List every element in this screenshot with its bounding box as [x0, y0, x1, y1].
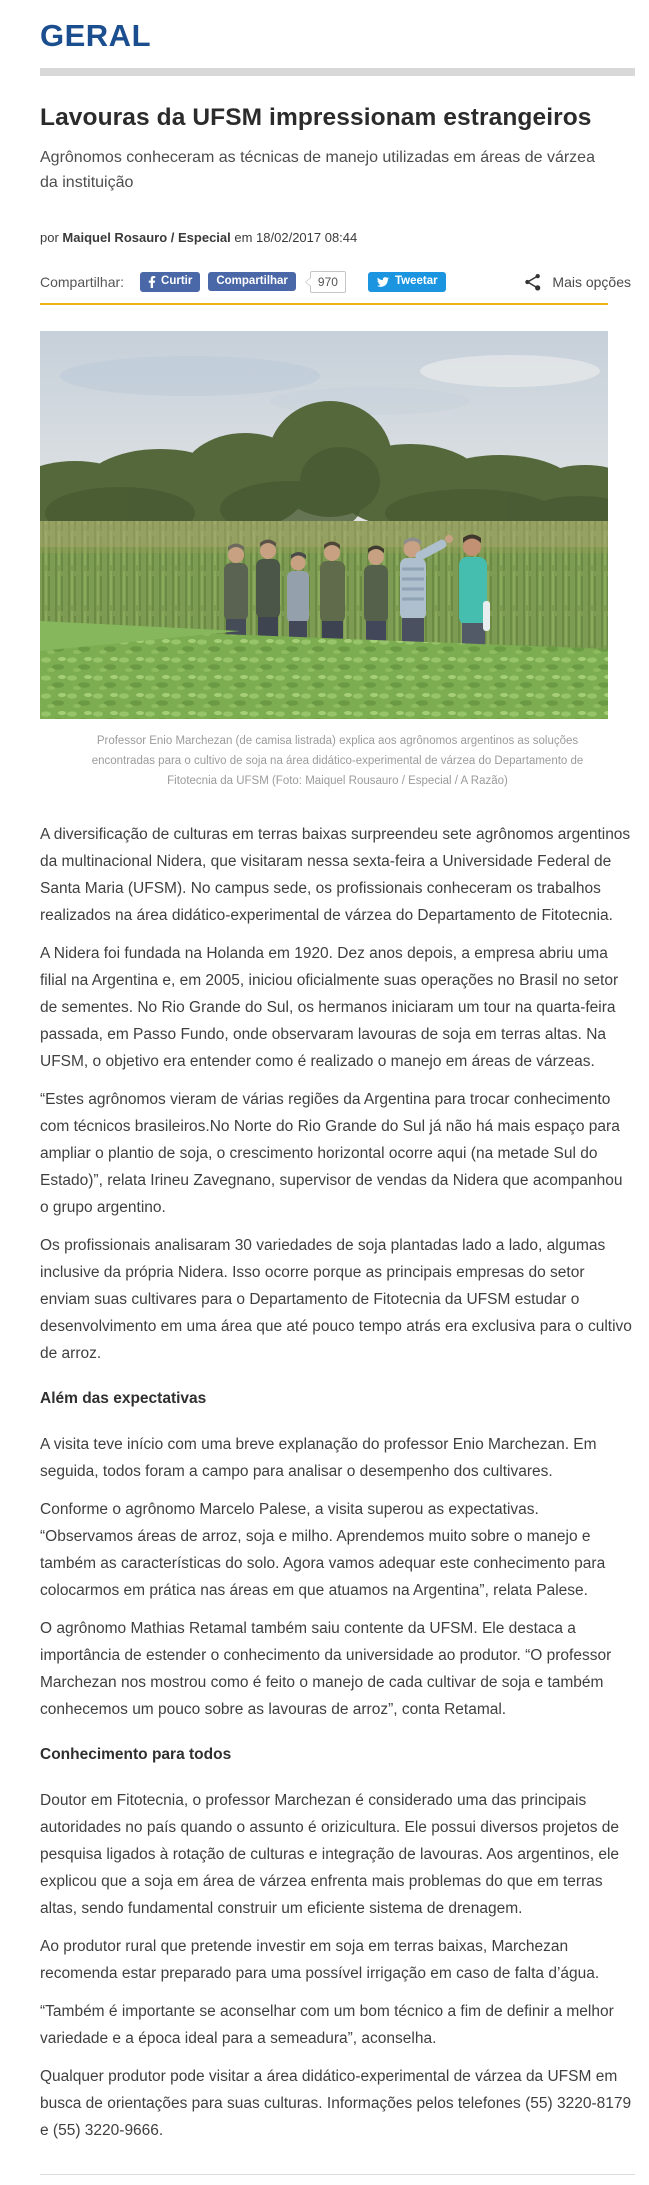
body-paragraph: Os profissionais analisaram 30 variedades de soja plantadas lado a lado, algumas inclusive da própria Nidera. Isso ocorre porque as principais empresas do setor enviam suas cultivares para o Departamento de Fitotecnia da UFSM estudar o desenvolvimento em uma área que até pouco tempo atrás era exclusiva para o cultivo de arroz. [40, 1236, 632, 1362]
share-label: Compartilhar: [40, 273, 125, 290]
body-paragraph: A visita teve início com uma breve explanação do professor Enio Marchezan. Em seguida, todos foram a campo para analisar o desempenho dos cultivares. [40, 1435, 597, 1480]
body-paragraph: “Também é importante se aconselhar com um bom técnico a fim de definir a melhor variedade e a época ideal para a semeadura”, aconselha. [40, 2002, 614, 2047]
body-paragraph: A Nidera foi fundada na Holanda em 1920. Dez anos depois, a empresa abriu uma filial na Argentina e, em 2005, iniciou oficialmente suas operações no Brasil no setor de sementes. No Rio Grande do Sul, os hermanos iniciaram um tour na quarta-feira passada, em Passo Fundo, onde observaram lavouras de soja em terras altas. Na UFSM, o objetivo era entender como é realizado o manejo em áreas de várzeas. [40, 944, 619, 1070]
article-body [40, 821, 635, 2144]
facebook-like-button[interactable] [140, 272, 200, 292]
accent-rule [40, 303, 608, 305]
tweet-button[interactable] [368, 272, 446, 292]
tweet-label: Tweetar [394, 274, 438, 287]
article-subtitle: Agrônomos conheceram as técnicas de manejo utilizadas em áreas de várzea da instituição [40, 149, 595, 191]
article-photo [40, 331, 608, 719]
page-header [40, 18, 635, 76]
more-options-label: Mais opções [552, 273, 631, 290]
share-nodes-icon [524, 273, 542, 291]
body-subheading: Além das expectativas [40, 1389, 207, 1407]
body-subheading: Conhecimento para todos [40, 1745, 232, 1763]
article-main [40, 104, 635, 2144]
byline [40, 230, 635, 245]
facebook-share-button[interactable] [208, 272, 296, 292]
share-bar [40, 271, 635, 293]
article-title: Lavouras da UFSM impressionam estrangeiros [40, 104, 592, 131]
body-paragraph: Qualquer produtor pode visitar a área didático-experimental de várzea da UFSM em busca de orientações para suas culturas. Informações pelos telefones (55) 3220-8179 e (55) 3220-9666. [40, 2067, 632, 2139]
bottom-divider [40, 2174, 635, 2185]
twitter-bird-icon [376, 276, 390, 288]
section-title: GERAL [40, 18, 151, 53]
body-paragraph: O agrônomo Mathias Retamal também saiu contente da UFSM. Ele destaca a importância de estender o conhecimento da universidade ao produtor. “O professor Marchezan nos mostrou como é feito o manejo de cada cultivar de soja e também conhecemos um pouco sobre as lavouras de arroz”, conta Retamal. [40, 1619, 612, 1718]
body-paragraph: “Estes agrônomos vieram de várias regiões da Argentina para trocar conhecimento com técnicos brasileiros.No Norte do Rio Grande do Sul já não há mais espaço para ampliar o plantio de soja, o crescimento horizontal ocorre aqui (na metade Sul do Estado)”, relata Irineu Zavegnano, supervisor de vendas da Nidera que acompanhou o grupo argentino. [40, 1090, 623, 1216]
body-paragraph: Conforme o agrônomo Marcelo Palese, a visita superou as expectativas. “Observamos áreas de arroz, soja e milho. Aprendemos muito sobre o manejo e também as características do solo. Agora vamos adequar este conhecimento para colocarmos em prática nas áreas em que atuamos na Argentina”, relata Palese. [40, 1500, 606, 1599]
share-count-badge: 970 [310, 271, 346, 293]
byline-author: Maiquel Rosauro / Especial [62, 229, 231, 245]
facebook-share-label: Compartilhar [216, 274, 288, 287]
facebook-like-label: Curtir [161, 274, 193, 287]
body-paragraph: A diversificação de culturas em terras baixas surpreendeu sete agrônomos argentinos da multinacional Nidera, que visitaram nessa sexta-feira a Universidade Federal de Santa Maria (UFSM). No campus sede, os profissionais conheceram os trabalhos realizados na área didático-experimental de várzea do Departamento de Fitotecnia. [40, 825, 631, 924]
photo-caption: Professor Enio Marchezan (de camisa listrada) explica aos agrônomos argentinos as soluções encontradas para o cultivo de soja na área didático-experimental de várzea do Departamento de Fitotecnia da UFSM (Foto: Maiquel Rousauro / Especial / A Razão) [91, 734, 584, 787]
byline-prefix: por [40, 229, 59, 245]
body-paragraph: Doutor em Fitotecnia, o professor Marchezan é considerado uma das principais autoridades no país quando o assunto é orizicultura. Ele possui diversos projetos de pesquisa ligados à rotação de culturas e integração de lavouras. Aos argentinos, ele explicou que a soja em área de várzea enfrenta mais problemas do que em terras altas, sendo fundamental construir um eficiente sistema de drenagem. [40, 1791, 620, 1917]
byline-date: em 18/02/2017 08:44 [234, 229, 358, 245]
facebook-f-icon [148, 276, 156, 288]
article-figure [40, 331, 635, 791]
more-options-button[interactable] [520, 273, 635, 291]
body-paragraph: Ao produtor rural que pretende investir em soja em terras baixas, Marchezan recomenda estar preparado para uma possível irrigação em caso de falta d’água. [40, 1937, 600, 1982]
section-divider-bar [40, 68, 635, 76]
